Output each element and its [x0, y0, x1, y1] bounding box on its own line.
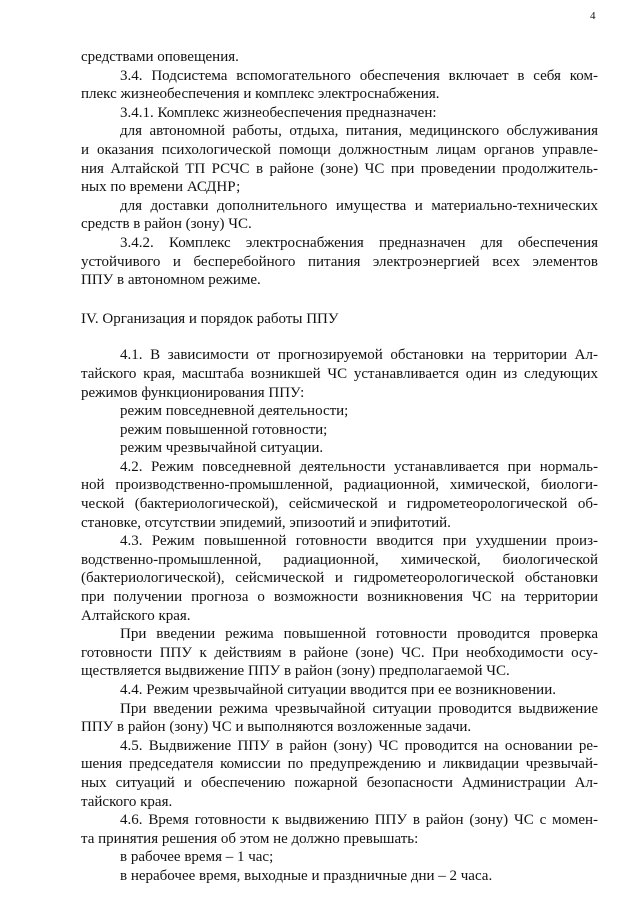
paragraph-3-4-2: 3.4.2. Комплекс электроснабжения предназначен для обеспечения	[120, 234, 598, 251]
text-line: ных по времени АСДНР;	[81, 179, 241, 196]
section-heading: IV. Организация и порядок работы ППУ	[81, 310, 339, 327]
text-line: при получении прогноза о возможности возникновения ЧС на территории	[81, 589, 598, 606]
text-line: та принятия решения об этом не должно превышать:	[81, 830, 419, 847]
text-line: шения председателя комиссии по предупреждению и ликвидации чрезвычай-	[81, 756, 598, 773]
text-line: ния Алтайской ТП РСЧС в районе (зоне) ЧС при проведении продолжитель-	[81, 160, 598, 177]
paragraph-4-5: 4.5. Выдвижение ППУ в район (зону) ЧС проводится на основании ре-	[120, 737, 598, 754]
text-line: готовности ППУ к действиям в районе (зоне) ЧС. При необходимости осу-	[81, 644, 598, 661]
paragraph-4-1: 4.1. В зависимости от прогнозируемой обстановки на территории Ал-	[120, 347, 598, 364]
paragraph-4-2: 4.2. Режим повседневной деятельности устанавливается при нормаль-	[120, 458, 598, 475]
paragraph-autonomous: для автономной работы, отдыха, питания, медицинского обслуживания	[120, 123, 598, 140]
paragraph-alert: При введении режима повышенной готовности проводится проверка	[120, 626, 598, 643]
paragraph-3-4: 3.4. Подсистема вспомогательного обеспечения включает в себя ком-	[120, 67, 598, 84]
text-line: ной производственно-промышленной, радиационной, химической, биологи-	[81, 477, 598, 494]
text-line: плекс жизнеобеспечения и комплекс электроснабжения.	[81, 86, 440, 103]
text-line: Алтайского края.	[81, 607, 191, 624]
text-line: ных ситуаций и обеспечению пожарной безопасности Администрации Ал-	[81, 774, 598, 791]
text-line: ществляется выдвижение ППУ в район (зону) предполагаемой ЧС.	[81, 663, 510, 680]
paragraph-4-3: 4.3. Режим повышенной готовности вводится при ухудшении произ-	[120, 533, 598, 550]
text-line: режимов функционирования ППУ:	[81, 384, 305, 401]
text-line: и оказания психологической помощи должностным лицам органов управле-	[81, 141, 598, 158]
text-line: водственно-промышленной, радиационной, химической, биологической	[81, 551, 598, 568]
mode-item: режим чрезвычайной ситуации.	[120, 440, 324, 457]
mode-item: режим повышенной готовности;	[120, 421, 328, 438]
text-line: (бактериологической), сейсмической и гидрометеорологической обстановки	[81, 570, 598, 587]
document-body	[81, 48, 598, 886]
page-number: 4	[590, 10, 596, 22]
paragraph-delivery: для доставки дополнительного имущества и материально-технических	[120, 197, 598, 214]
paragraph-4-6: 4.6. Время готовности к выдвижению ППУ в район (зону) ЧС с момен-	[120, 812, 598, 829]
paragraph-emergency: При введении режима чрезвычайной ситуации проводится выдвижение	[120, 700, 598, 717]
text-line: устойчивого и бесперебойного питания электроэнергией всех элементов	[81, 253, 598, 270]
paragraph-3-4-1: 3.4.1. Комплекс жизнеобеспечения предназначен:	[120, 104, 437, 121]
time-item: в рабочее время – 1 час;	[120, 849, 274, 866]
time-item: в нерабочее время, выходные и праздничные дни – 2 часа.	[120, 867, 493, 884]
text-line: ческой (бактериологической), сейсмической и гидрометеорологической об-	[81, 496, 598, 513]
text-line: становке, отсутствии эпидемий, эпизоотий и эпифитотий.	[81, 514, 451, 531]
mode-item: режим повседневной деятельности;	[120, 403, 349, 420]
text-line: тайского края, масштаба возникшей ЧС устанавливается один из следующих	[81, 365, 598, 382]
text-line: средствами оповещения.	[81, 49, 239, 65]
text-line: средств в район (зону) ЧС.	[81, 216, 252, 233]
text-line: тайского края.	[81, 793, 173, 810]
paragraph-4-4: 4.4. Режим чрезвычайной ситуации вводится при ее возникновении.	[120, 682, 556, 698]
text-line: ППУ в район (зону) ЧС и выполняются возложенные задачи.	[81, 719, 472, 736]
text-line: ППУ в автономном режиме.	[81, 272, 261, 289]
